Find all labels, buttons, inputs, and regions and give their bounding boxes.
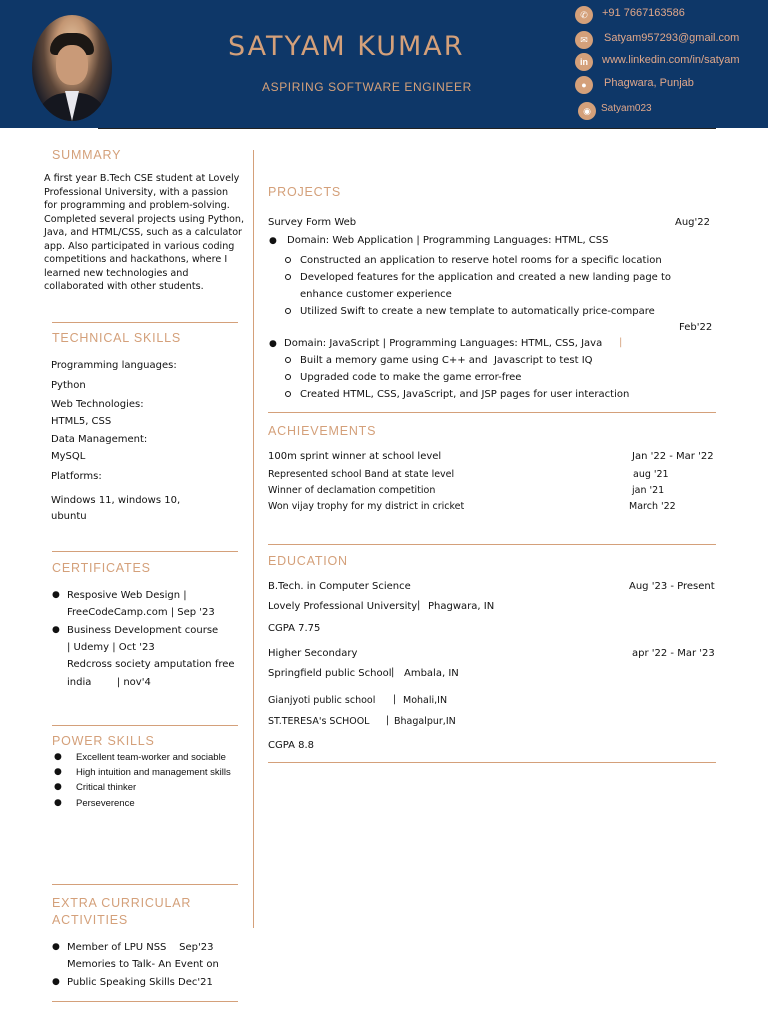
degree-date: Aug '23 - Present	[629, 581, 715, 592]
bullet: ●	[52, 625, 60, 635]
separator: |	[386, 715, 390, 726]
achievement-item: Winner of declamation competition	[268, 485, 436, 496]
project-date: Aug'22	[675, 217, 710, 228]
project-date: Feb'22	[679, 322, 713, 333]
skill-value: MySQL	[51, 451, 86, 462]
section-divider	[52, 322, 238, 323]
secondary-name: Higher Secondary	[268, 648, 358, 659]
certificate-item: Business Development course	[67, 625, 219, 636]
header-divider	[98, 128, 716, 129]
contact-linkedin[interactable]: in www.linkedin.com/in/satyam	[575, 53, 750, 71]
achievement-item: Won vijay trophy for my district in cricket	[268, 501, 465, 512]
university-location: Phagwara, IN	[428, 601, 495, 612]
email-icon: ✉	[575, 31, 593, 49]
extra-curricular-heading: ACTIVITIES	[52, 913, 129, 927]
skill-value: Windows 11, windows 10,	[51, 495, 181, 506]
project-point: enhance customer experience	[300, 289, 452, 300]
separator: |	[619, 337, 623, 348]
sub-bullet	[285, 257, 291, 263]
achievement-item: 100m sprint winner at school level	[268, 451, 442, 462]
separator: |	[393, 694, 397, 705]
power-skill-item: High intuition and management skills	[76, 767, 231, 778]
sub-bullet	[285, 274, 291, 280]
certificate-item: FreeCodeCamp.com | Sep '23	[67, 607, 215, 618]
certificate-item: | Udemy | Oct '23	[67, 642, 155, 653]
university-name: Lovely Professional University	[268, 601, 418, 612]
certificate-item: india | nov'4	[67, 677, 151, 688]
profile-photo	[32, 15, 112, 121]
certificate-item: Redcross society amputation free	[67, 659, 235, 670]
bullet: ●	[54, 752, 62, 762]
power-skill-item: Perseverence	[76, 798, 135, 809]
bullet: ●	[52, 977, 60, 987]
section-divider	[52, 1001, 238, 1002]
column-divider	[253, 150, 254, 928]
achievement-date: jan '21	[632, 485, 665, 496]
skill-value: Python	[51, 380, 86, 391]
school-location: Bhagalpur,IN	[394, 716, 456, 727]
contact-location: ● Phagwara, Punjab	[575, 76, 754, 94]
projects-heading: PROJECTS	[268, 185, 342, 199]
project-domain: Domain: Web Application | Programming Languages: HTML, CSS	[287, 235, 609, 246]
school-name: ST.TERESA's SCHOOL	[268, 716, 370, 727]
skill-label: Web Technologies:	[51, 399, 144, 410]
skills-heading: TECHNICAL SKILLS	[52, 331, 182, 345]
skill-label: Platforms:	[51, 471, 102, 482]
secondary-date: apr '22 - Mar '23	[632, 648, 715, 659]
project-point: Developed features for the application and created a new landing page to	[300, 272, 672, 283]
bullet: ●	[269, 339, 277, 349]
section-divider	[52, 551, 238, 552]
section-divider	[268, 762, 716, 763]
extra-curricular-heading: EXTRA CURRICULAR	[52, 896, 192, 910]
skill-value: ubuntu	[51, 511, 87, 522]
sub-bullet	[285, 391, 291, 397]
section-divider	[268, 412, 716, 413]
bullet: ●	[54, 767, 62, 777]
phone-icon: ✆	[575, 6, 593, 24]
power-skill-item: Excellent team-worker and sociable	[76, 752, 226, 763]
project-domain: Domain: JavaScript | Programming Languages: HTML, CSS, Java	[284, 338, 603, 349]
contact-email[interactable]: ✉ Satyam957293@gmail.com	[575, 31, 754, 49]
certificate-item: Resposive Web Design |	[67, 590, 187, 601]
activity-item: Public Speaking Skills Dec'21	[67, 977, 213, 988]
power-skills-heading: POWER SKILLS	[52, 734, 155, 748]
skill-label: Programming languages:	[51, 360, 177, 371]
section-divider	[268, 544, 716, 545]
cgpa: CGPA 8.8	[268, 740, 315, 751]
school-location: Ambala, IN	[404, 668, 459, 679]
summary-text: A first year B.Tech CSE student at Lovely Professional University, with a passion for programming and problem-solving. Completed several projects using Python, Java, and HTML/CSS, such as a calculator app. Also participated in various coding competitions and hackathons, where I learned new technologies and collaborated with other students.	[44, 173, 245, 292]
education-heading: EDUCATION	[268, 554, 348, 568]
activity-item: Member of LPU NSS Sep'23	[67, 942, 214, 953]
contact-phone[interactable]: ✆ +91 7667163586	[575, 6, 752, 24]
section-divider	[52, 884, 238, 885]
contact-github[interactable]: ◉ Satyam023	[578, 102, 751, 120]
project-point: Upgraded code to make the game error-free	[300, 372, 522, 383]
achievement-item: Represented school Band at state level	[268, 469, 455, 480]
candidate-title: ASPIRING SOFTWARE ENGINEER	[262, 80, 472, 94]
cgpa: CGPA 7.75	[268, 623, 321, 634]
github-icon: ◉	[578, 102, 596, 120]
skill-label: Data Management:	[51, 434, 148, 445]
sub-bullet	[285, 308, 291, 314]
project-point: Utilized Swift to create a new template to automatically price-compare	[300, 306, 655, 317]
school-location: Mohali,IN	[403, 695, 448, 706]
linkedin-icon: in	[575, 53, 593, 71]
sub-bullet	[285, 357, 291, 363]
project-point: Built a memory game using C++ and Javascript to test IQ	[300, 355, 593, 366]
activity-item: Memories to Talk- An Event on	[67, 959, 219, 970]
school-name: Springfield public School	[268, 668, 392, 679]
project-point: Created HTML, CSS, JavaScript, and JSP pages for user interaction	[300, 389, 630, 400]
power-skill-item: Critical thinker	[76, 782, 137, 793]
project-point: Constructed an application to reserve hotel rooms for a specific location	[300, 255, 662, 266]
achievement-date: Jan '22 - Mar '22	[632, 451, 714, 462]
bullet: ●	[52, 942, 60, 952]
sub-bullet	[285, 374, 291, 380]
candidate-name: SATYAM KUMAR	[228, 31, 465, 62]
degree-name: B.Tech. in Computer Science	[268, 581, 411, 592]
location-icon: ●	[575, 76, 593, 94]
bullet: ●	[54, 782, 62, 792]
bullet: ●	[269, 236, 277, 246]
separator: |	[417, 600, 421, 611]
section-divider	[52, 725, 238, 726]
achievement-date: aug '21	[633, 469, 669, 480]
achievements-heading: ACHIEVEMENTS	[268, 424, 377, 438]
school-name: Gianjyoti public school	[268, 695, 376, 706]
bullet: ●	[52, 590, 60, 600]
separator: |	[391, 667, 395, 678]
summary-heading: SUMMARY	[52, 148, 122, 162]
skill-value: HTML5, CSS	[51, 416, 112, 427]
bullet: ●	[54, 798, 62, 808]
achievement-date: March '22	[629, 501, 676, 512]
certificates-heading: CERTIFICATES	[52, 561, 151, 575]
project-name: Survey Form Web	[268, 217, 357, 228]
